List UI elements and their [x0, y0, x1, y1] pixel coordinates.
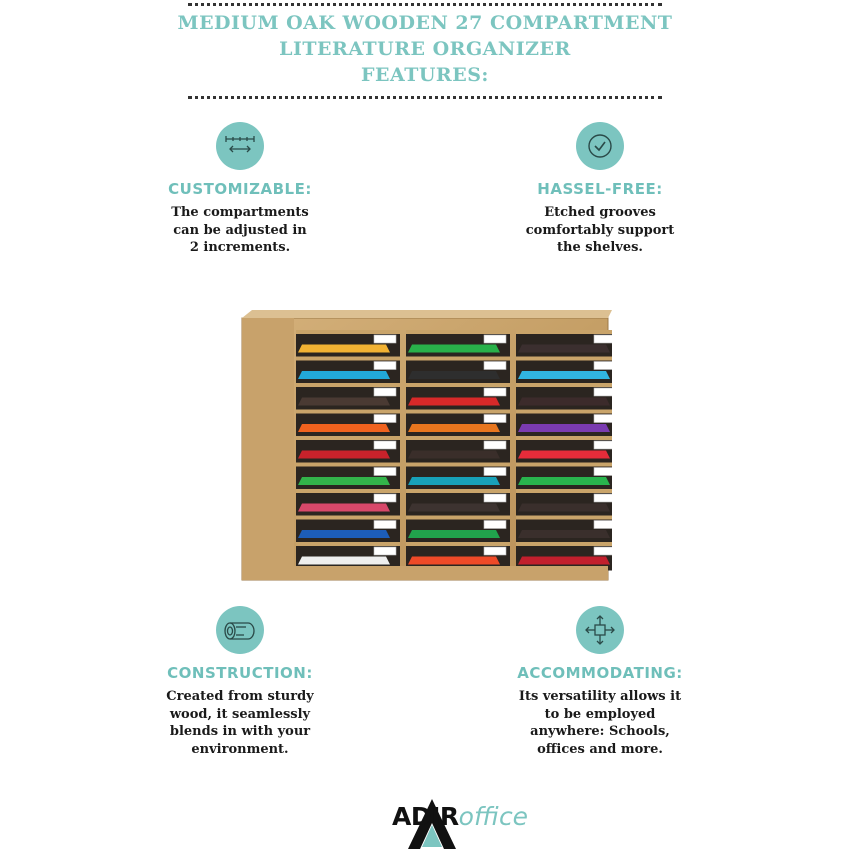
label-holder	[484, 335, 506, 343]
feature-description	[130, 204, 350, 257]
cabinet-top	[242, 310, 612, 318]
shelf	[516, 489, 612, 493]
paper-stack	[298, 451, 390, 459]
top-dotted-divider	[188, 3, 662, 6]
feature-description	[490, 204, 710, 257]
label-holder	[374, 388, 396, 396]
desc-line: anywhere: Schools,	[530, 724, 670, 739]
brand-italic: office	[458, 802, 529, 831]
paper-stack	[518, 398, 610, 406]
wood-log-icon	[216, 606, 264, 654]
cabinet-side	[242, 318, 294, 580]
paper-stack	[298, 504, 390, 512]
shelf	[296, 330, 400, 334]
shelf	[516, 516, 612, 520]
paper-stack	[298, 477, 390, 485]
shelf	[516, 463, 612, 467]
bottom-dotted-divider	[188, 96, 662, 99]
label-holder	[484, 415, 506, 423]
desc-line: the shelves.	[557, 240, 643, 255]
shelf	[406, 542, 510, 546]
paper-stack	[518, 504, 610, 512]
shelf	[296, 516, 400, 520]
paper-stack	[298, 530, 390, 538]
cabinet-base	[242, 566, 608, 580]
paper-stack	[408, 398, 500, 406]
shelf	[516, 410, 612, 414]
desc-line: can be adjusted in	[173, 222, 307, 238]
label-holder	[484, 547, 506, 555]
title-line-3: FEATURES:	[361, 64, 489, 86]
feature-accommodating	[490, 606, 710, 758]
label-holder	[374, 521, 396, 529]
label-holder	[594, 335, 612, 343]
label-holder	[484, 441, 506, 449]
shelf	[296, 410, 400, 414]
paper-stack	[518, 424, 610, 432]
shelf	[406, 463, 510, 467]
paper-stack	[408, 424, 500, 432]
label-holder	[484, 362, 506, 370]
desc-line: The compartments	[171, 205, 309, 220]
label-holder	[594, 494, 612, 502]
checkmark-icon	[576, 122, 624, 170]
paper-stack	[408, 530, 500, 538]
label-holder	[594, 415, 612, 423]
shelf	[516, 436, 612, 440]
shelf	[296, 463, 400, 467]
shelf	[516, 330, 612, 334]
paper-stack	[408, 451, 500, 459]
paper-stack	[518, 345, 610, 353]
title-line-2: LITERATURE ORGANIZER	[279, 38, 571, 60]
paper-stack	[298, 557, 390, 565]
desc-line: wood, it seamlessly	[169, 706, 311, 722]
brand-bold: ADIR	[392, 802, 459, 831]
paper-stack	[298, 371, 390, 379]
paper-stack	[298, 345, 390, 353]
paper-stack	[408, 371, 500, 379]
shelf	[296, 542, 400, 546]
feature-hassel-free	[490, 122, 710, 257]
label-holder	[484, 468, 506, 476]
paper-stack	[298, 398, 390, 406]
brand-logo	[392, 802, 528, 831]
label-holder	[594, 547, 612, 555]
shelf	[296, 357, 400, 361]
label-holder	[374, 362, 396, 370]
paper-stack	[518, 451, 610, 459]
paper-stack	[518, 557, 610, 565]
shelf	[296, 383, 400, 387]
shelf	[406, 489, 510, 493]
organizer-product-image	[240, 308, 612, 584]
shelf	[406, 436, 510, 440]
label-holder	[484, 388, 506, 396]
desc-line: comfortably support	[525, 222, 675, 238]
desc-line: Its versatility allows it	[518, 689, 682, 704]
paper-stack	[518, 477, 610, 485]
shelf	[516, 383, 612, 387]
feature-title: CONSTRUCTION:	[167, 664, 313, 682]
desc-line: Etched grooves	[544, 205, 656, 220]
feature-title: ACCOMMODATING:	[517, 664, 683, 682]
feature-description	[130, 688, 350, 758]
ruler-arrows-icon	[216, 122, 264, 170]
label-holder	[374, 547, 396, 555]
desc-line: Created from sturdy	[166, 689, 314, 704]
desc-line: to be employed	[544, 706, 656, 722]
paper-stack	[408, 477, 500, 485]
feature-customizable	[130, 122, 350, 257]
label-holder	[594, 388, 612, 396]
label-holder	[374, 494, 396, 502]
label-holder	[374, 441, 396, 449]
label-holder	[594, 441, 612, 449]
label-holder	[594, 521, 612, 529]
desc-line: blends in with your	[169, 724, 311, 739]
paper-stack	[408, 504, 500, 512]
shelf	[406, 330, 510, 334]
desc-line: environment.	[191, 741, 289, 757]
label-holder	[374, 468, 396, 476]
paper-stack	[408, 345, 500, 353]
shelf	[406, 357, 510, 361]
feature-description	[490, 688, 710, 758]
label-holder	[594, 362, 612, 370]
label-holder	[484, 494, 506, 502]
paper-stack	[408, 557, 500, 565]
paper-stack	[518, 530, 610, 538]
page-title	[0, 10, 850, 88]
feature-title: HASSEL-FREE:	[537, 180, 663, 198]
desc-line: offices and more.	[537, 741, 663, 757]
label-holder	[484, 521, 506, 529]
desc-line: 2 increments.	[189, 240, 291, 255]
feature-construction	[130, 606, 350, 758]
label-holder	[374, 415, 396, 423]
shelf	[296, 489, 400, 493]
title-line-1: MEDIUM OAK WOODEN 27 COMPARTMENT	[177, 12, 673, 34]
label-holder	[374, 335, 396, 343]
shelf	[406, 516, 510, 520]
shelf	[406, 383, 510, 387]
shelf	[296, 436, 400, 440]
paper-stack	[298, 424, 390, 432]
paper-stack	[518, 371, 610, 379]
shelf	[516, 542, 612, 546]
expand-arrows-icon	[576, 606, 624, 654]
shelf	[406, 410, 510, 414]
label-holder	[594, 468, 612, 476]
feature-title: CUSTOMIZABLE:	[168, 180, 312, 198]
shelf	[516, 357, 612, 361]
